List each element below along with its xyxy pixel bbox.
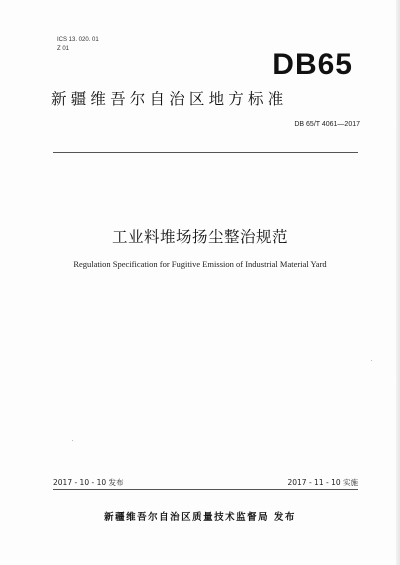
document-subtitle-en: Regulation Specification for Fugitive Emission of Industrial Material Yard <box>73 259 327 269</box>
standard-title: 新疆维吾尔自治区地方标准 <box>51 90 288 108</box>
db65-logo: DB65 <box>272 48 353 81</box>
scan-speck <box>72 440 73 441</box>
top-divider <box>53 152 358 153</box>
ics-code: ICS 13. 020. 01 <box>57 37 99 43</box>
standard-number: DB 65/T 4061—2017 <box>294 121 360 128</box>
bottom-divider <box>53 489 358 490</box>
scan-speck <box>371 360 372 361</box>
implementation-date: 2017 - 11 - 10 实施 <box>287 478 358 487</box>
publisher: 新疆维吾尔自治区质量技术监督局 发布 <box>104 512 296 523</box>
issue-date: 2017 - 10 - 10 发布 <box>53 478 124 487</box>
classification-code: Z 01 <box>57 46 70 52</box>
scan-edge <box>396 0 400 565</box>
classification-block <box>57 36 99 54</box>
document-title: 工业料堆场扬尘整治规范 <box>111 228 288 246</box>
